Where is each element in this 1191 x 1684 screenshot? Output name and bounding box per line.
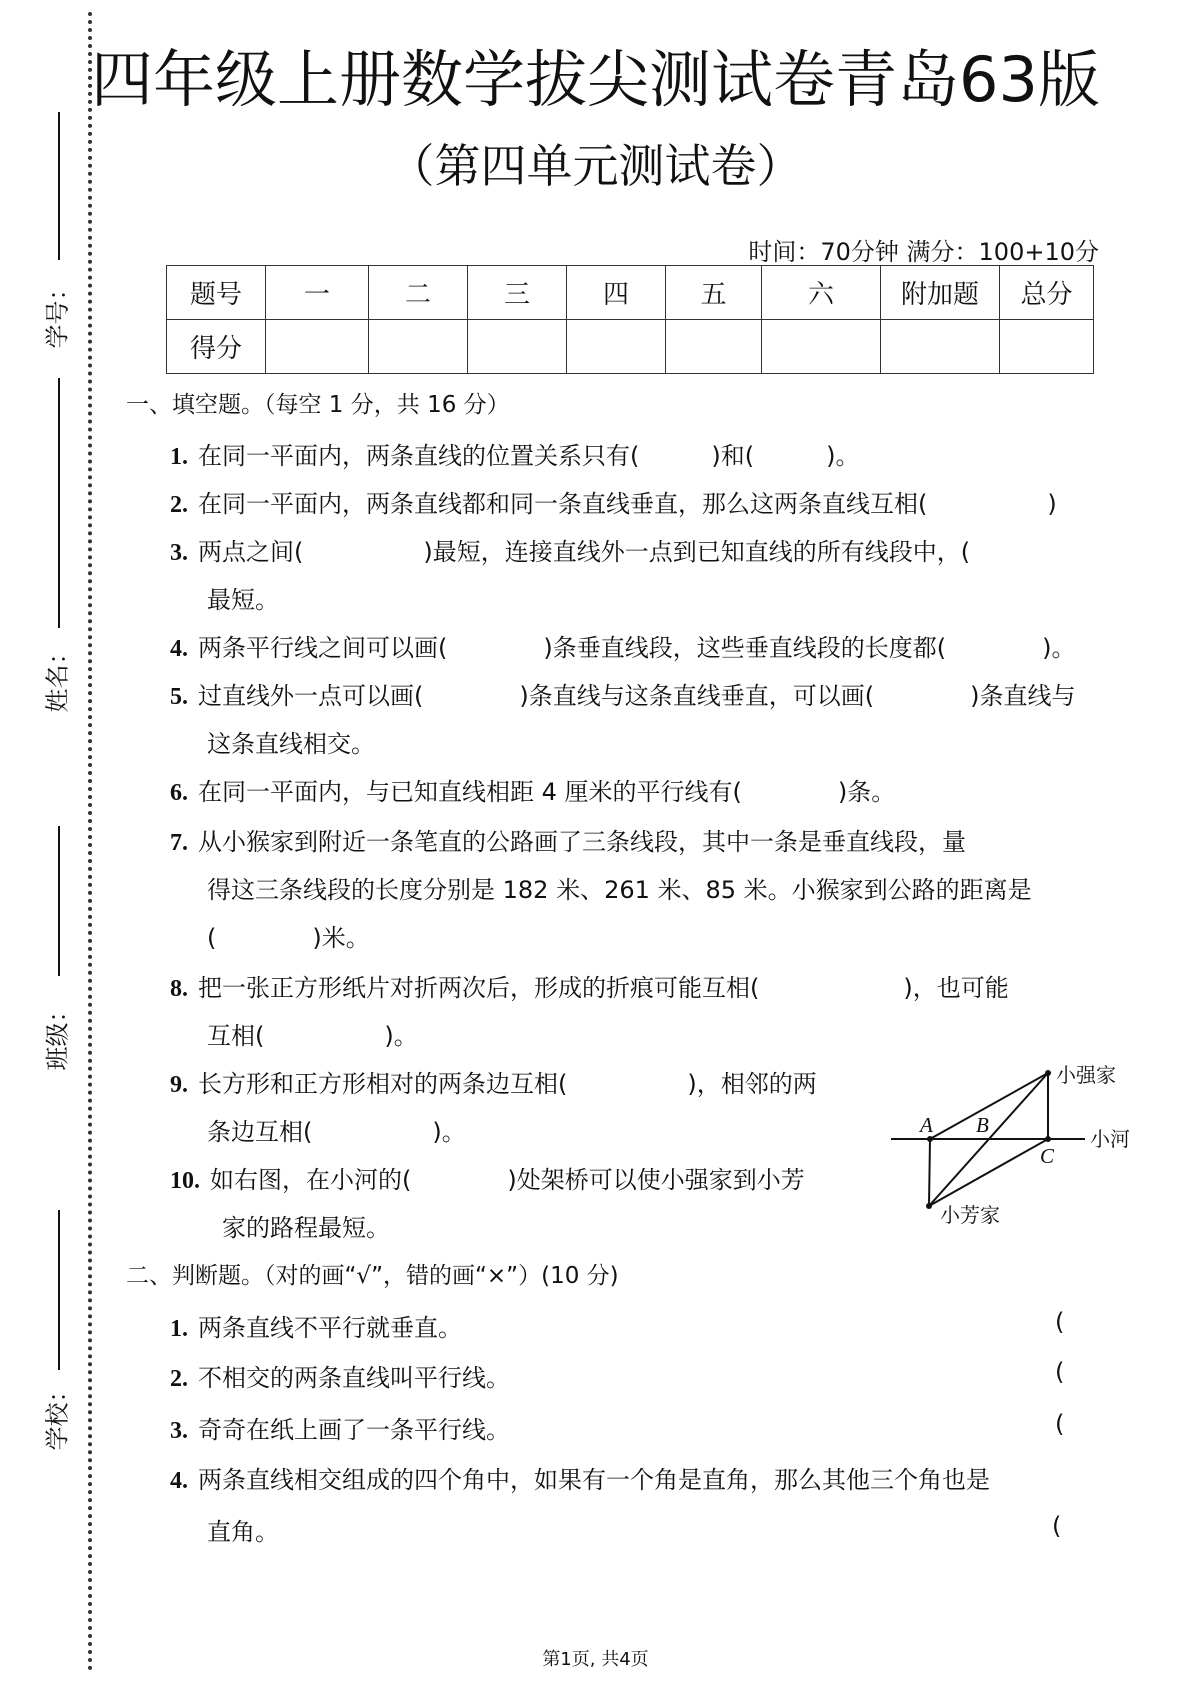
score-cell[interactable] [567, 320, 666, 374]
question-number: 4. [170, 636, 188, 662]
score-table [166, 265, 1094, 374]
judge-question-3 [170, 1410, 510, 1445]
question-text: 从小猴家到附近一条笔直的公路画了三条线段，其中一条是垂直线段，量 [198, 828, 966, 856]
fill-question-8 [170, 968, 1009, 1003]
school-label: 学校： [43, 1378, 72, 1451]
question-text-continued: 这条直线相交。 [207, 730, 375, 758]
score-header-cell: 一 [266, 266, 369, 320]
question-number: 8. [170, 976, 188, 1002]
question-number: 5. [170, 684, 188, 710]
answer-paren[interactable]: ( [1055, 1358, 1065, 1386]
section2-heading: 二、判断题。（对的画“√”，错的画“×”）(10 分) [126, 1263, 619, 1289]
fill-question-4 [170, 628, 1075, 663]
answer-paren[interactable]: ( [1055, 1308, 1065, 1336]
score-table-score-row [167, 320, 1094, 374]
fill-question-9 [170, 1064, 817, 1099]
class-underline [58, 826, 60, 976]
student-id-label: 学号： [43, 276, 72, 349]
segment-a-qiang [930, 1073, 1048, 1139]
question-text-continued: 互相( )。 [207, 1022, 418, 1050]
question-number: 3. [170, 1418, 188, 1444]
question-number: 9. [170, 1072, 188, 1098]
score-header-cell: 附加题 [881, 266, 1000, 320]
label-c: C [1040, 1144, 1055, 1168]
label-river: 小河 [1090, 1127, 1130, 1151]
question-number: 7. [170, 830, 188, 856]
question-number: 1. [170, 1316, 188, 1342]
question-text-continued: 最短。 [207, 586, 279, 614]
question-text: 在同一平面内，两条直线的位置关系只有( )和( )。 [198, 442, 860, 470]
question-text: 两条直线相交组成的四个角中，如果有一个角是直角，那么其他三个角也是 [198, 1466, 990, 1494]
score-header-cell: 三 [468, 266, 567, 320]
question-text: 过直线外一点可以画( )条直线与这条直线垂直，可以画( )条直线与 [198, 682, 1076, 710]
class-label: 班级： [43, 998, 72, 1071]
fill-question-2 [170, 484, 1057, 519]
question-text-continued: 直角。 [207, 1518, 279, 1546]
score-cell[interactable] [468, 320, 567, 374]
score-header-cell: 五 [666, 266, 762, 320]
question-number: 10. [170, 1168, 200, 1194]
name-underline [58, 378, 60, 628]
label-b: B [976, 1113, 989, 1137]
point-fang-home [926, 1203, 932, 1209]
label-a: A [920, 1113, 933, 1137]
answer-paren[interactable]: ( [1052, 1512, 1062, 1540]
question-number: 2. [170, 1366, 188, 1392]
fill-question-3 [170, 532, 970, 567]
question-number: 3. [170, 540, 188, 566]
score-header-cell: 题号 [167, 266, 266, 320]
segment-a-fang [929, 1139, 930, 1206]
label-qiang-home: 小强家 [1056, 1063, 1116, 1087]
label-fang-home: 小芳家 [940, 1203, 1000, 1227]
question-text: 把一张正方形纸片对折两次后，形成的折痕可能互相( )，也可能 [198, 974, 1009, 1002]
page-footer: 第1页, 共4页 [542, 1649, 649, 1670]
score-cell[interactable] [666, 320, 762, 374]
section1-heading: 一、填空题。（每空 1 分，共 16 分） [126, 392, 510, 418]
score-cell[interactable] [266, 320, 369, 374]
score-header-cell: 二 [369, 266, 468, 320]
point-c [1045, 1136, 1051, 1142]
river-bridge-diagram [880, 1050, 1160, 1240]
score-row-label: 得分 [167, 320, 266, 374]
fill-question-6 [170, 772, 895, 807]
question-text: 奇奇在纸上画了一条平行线。 [198, 1416, 510, 1444]
fill-question-5 [170, 676, 1075, 711]
exam-meta: 时间：70分钟 满分：100+10分 [748, 238, 1099, 266]
question-text: 在同一平面内，两条直线都和同一条直线垂直，那么这两条直线互相( ) [198, 490, 1057, 518]
question-text: 两点之间( )最短，连接直线外一点到已知直线的所有线段中，( [198, 538, 971, 566]
score-header-cell: 六 [762, 266, 881, 320]
score-cell[interactable] [369, 320, 468, 374]
question-number: 4. [170, 1468, 188, 1494]
score-cell[interactable] [881, 320, 1000, 374]
question-number: 1. [170, 444, 188, 470]
answer-paren[interactable]: ( [1055, 1410, 1065, 1438]
question-text: 如右图，在小河的( )处架桥可以使小强家到小芳 [210, 1166, 805, 1194]
score-header-cell: 总分 [1000, 266, 1094, 320]
judge-question-4 [170, 1460, 990, 1495]
score-cell[interactable] [1000, 320, 1094, 374]
question-number: 2. [170, 492, 188, 518]
question-text-continued: 条边互相( )。 [207, 1118, 466, 1146]
page-subtitle: （第四单元测试卷） [388, 139, 803, 193]
score-cell[interactable] [762, 320, 881, 374]
fill-question-10 [170, 1160, 805, 1195]
fill-question-7 [170, 822, 966, 857]
question-text: 两条直线不平行就垂直。 [198, 1314, 462, 1342]
question-text-continued: 得这三条线段的长度分别是 182 米、261 米、85 米。小猴家到公路的距离是 [207, 876, 1032, 904]
school-underline [58, 1210, 60, 1370]
question-text: 不相交的两条直线叫平行线。 [198, 1364, 510, 1392]
judge-question-2 [170, 1358, 510, 1393]
question-number: 6. [170, 780, 188, 806]
question-text: 在同一平面内，与已知直线相距 4 厘米的平行线有( )条。 [198, 778, 896, 806]
fill-question-1 [170, 436, 859, 471]
name-label: 姓名： [43, 640, 72, 713]
point-qiang-home [1045, 1070, 1051, 1076]
score-header-cell: 四 [567, 266, 666, 320]
binding-dotted-line [88, 12, 92, 1672]
page-title: 四年级上册数学拔尖测试卷青岛63版 [91, 43, 1100, 116]
segment-c-fang [929, 1139, 1048, 1206]
question-text: 长方形和正方形相对的两条边互相( )，相邻的两 [198, 1070, 817, 1098]
question-text-continued: ( )米。 [207, 924, 370, 952]
score-table-header-row [167, 266, 1094, 320]
question-text: 两条平行线之间可以画( )条垂直线段，这些垂直线段的长度都( )。 [198, 634, 1076, 662]
judge-question-1 [170, 1308, 462, 1343]
question-text-continued: 家的路程最短。 [222, 1214, 390, 1242]
